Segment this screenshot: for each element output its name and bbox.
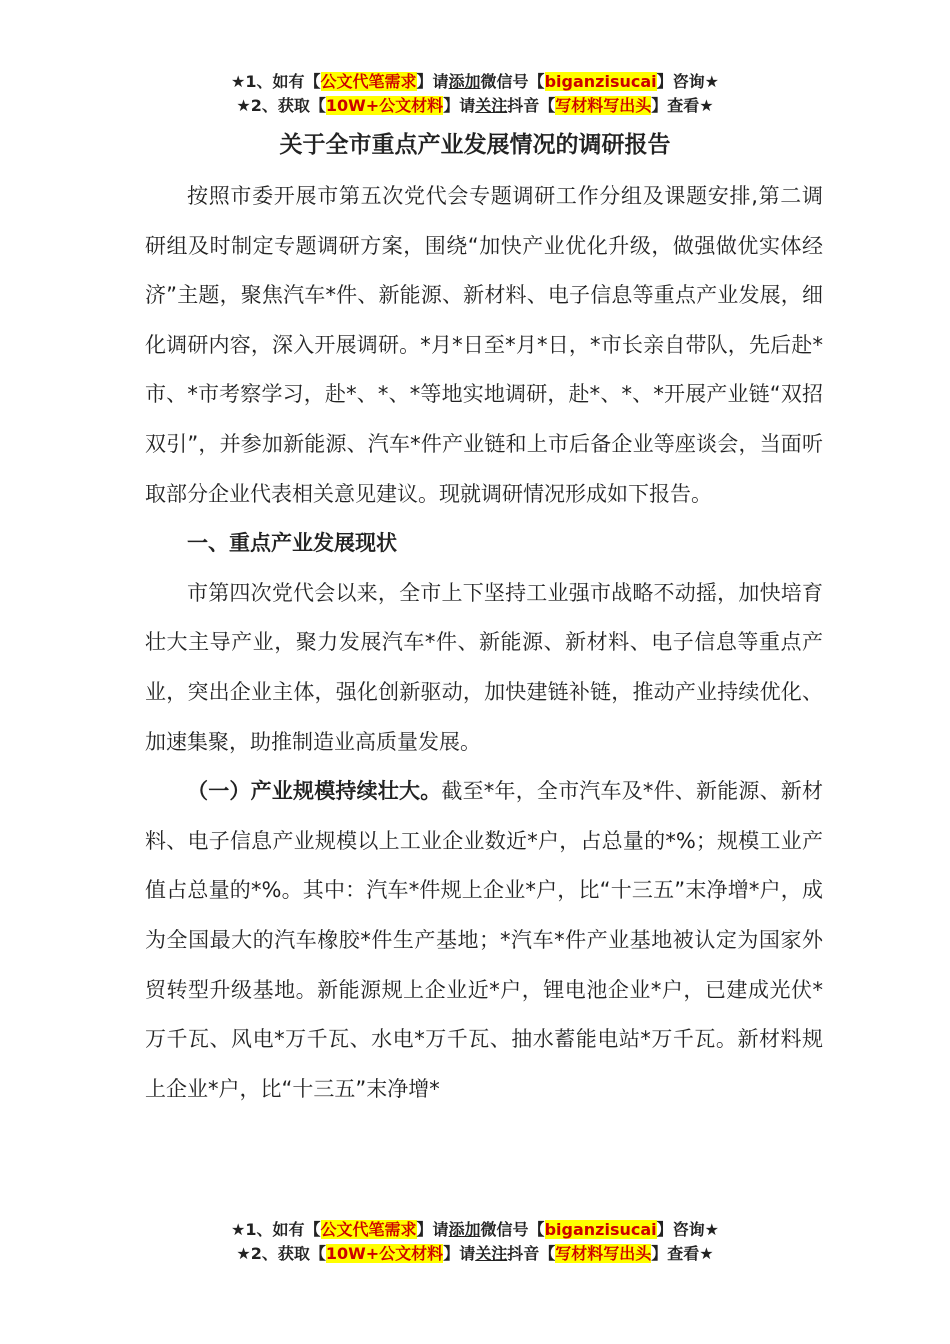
promo-text: 抖音【: [507, 1244, 556, 1263]
subsection-1-text: 截至*年，全市汽车及*件、新能源、新材料、电子信息产业规模以上工业企业数近*户，占总量的*%；规模工业产值占总量的*%。其中：汽车*件规上企业*户，比“十三五”末净增*户，成为全国最大的汽车橡胶*件生产基地；*汽车*件产业基地被认定为国家外贸转型升级基地。新能源规上企业近*户，锂电池企业*户，已建成光伏*万千瓦、风电*万千瓦、水电*万千瓦、抽水蓄能电站*万千瓦。新材料规上企业*户，比“十三五”末净增*: [145, 779, 824, 1101]
promo-underlined: 关注: [475, 96, 508, 115]
promo-text: 】请: [416, 1220, 449, 1239]
subsection-1-lead: （一）产业规模持续壮大。: [187, 779, 442, 804]
promo-text: 抖音【: [507, 96, 556, 115]
promo-highlight: 公文代笔需求: [320, 72, 417, 91]
document-body: [145, 172, 823, 1114]
promo-text: ★2、获取【: [236, 96, 326, 115]
promo-highlight: 公文代笔需求: [320, 1220, 417, 1239]
promo-text: 】请: [443, 1244, 476, 1263]
promo-line-2: [0, 1242, 950, 1266]
document-title: 关于全市重点产业发展情况的调研报告: [279, 132, 671, 158]
section-1-heading: 一、重点产业发展现状: [187, 531, 397, 556]
section-1-paragraph: 市第四次党代会以来，全市上下坚持工业强市战略不动摇，加快培育壮大主导产业，聚力发展汽车*件、新能源、新材料、电子信息等重点产业，突出企业主体，强化创新驱动，加快建链补链，推动产业持续优化、加速集聚，助推制造业高质量发展。: [145, 580, 823, 754]
promo-text: ★1、如有【: [231, 72, 321, 91]
promo-underlined: 关注: [475, 1244, 508, 1263]
promo-line-1: [0, 1218, 950, 1242]
promo-highlight: 10W+公文材料: [325, 1244, 444, 1263]
promo-underlined: 添加: [448, 1220, 481, 1239]
promo-text: 】查看★: [651, 96, 714, 115]
promo-douyin-id: 写材料写出头: [555, 96, 652, 115]
promo-text: 】咨询★: [656, 72, 719, 91]
promo-banner-bottom: [0, 1218, 950, 1266]
promo-wechat-id: biganzisucai: [544, 72, 657, 91]
promo-highlight: 10W+公文材料: [325, 96, 444, 115]
subsection-1-paragraph: [145, 767, 823, 1114]
promo-text: ★1、如有【: [231, 1220, 321, 1239]
promo-line-2: [0, 94, 950, 118]
promo-banner-top: [0, 70, 950, 118]
promo-text: 微信号【: [480, 72, 545, 91]
promo-wechat-id: biganzisucai: [544, 1220, 657, 1239]
intro-paragraph: 按照市委开展市第五次党代会专题调研工作分组及课题安排,第二调研组及时制定专题调研方案，围绕“加快产业优化升级，做强做优实体经济”主题，聚焦汽车*件、新能源、新材料、电子信息等重点产业发展，细化调研内容，深入开展调研。*月*日至*月*日，*市长亲自带队，先后赴*市、*市考察学习，赴*、*、*等地实地调研，赴*、*、*开展产业链“双招双引”，并参加新能源、汽车*件产业链和上市后备企业等座谈会，当面听取部分企业代表相关意见建议。现就调研情况形成如下报告。: [145, 184, 823, 506]
promo-underlined: 添加: [448, 72, 481, 91]
promo-line-1: [0, 70, 950, 94]
promo-text: 】请: [416, 72, 449, 91]
promo-douyin-id: 写材料写出头: [555, 1244, 652, 1263]
promo-text: 微信号【: [480, 1220, 545, 1239]
promo-text: 】咨询★: [656, 1220, 719, 1239]
promo-text: ★2、获取【: [236, 1244, 326, 1263]
promo-text: 】查看★: [651, 1244, 714, 1263]
promo-text: 】请: [443, 96, 476, 115]
